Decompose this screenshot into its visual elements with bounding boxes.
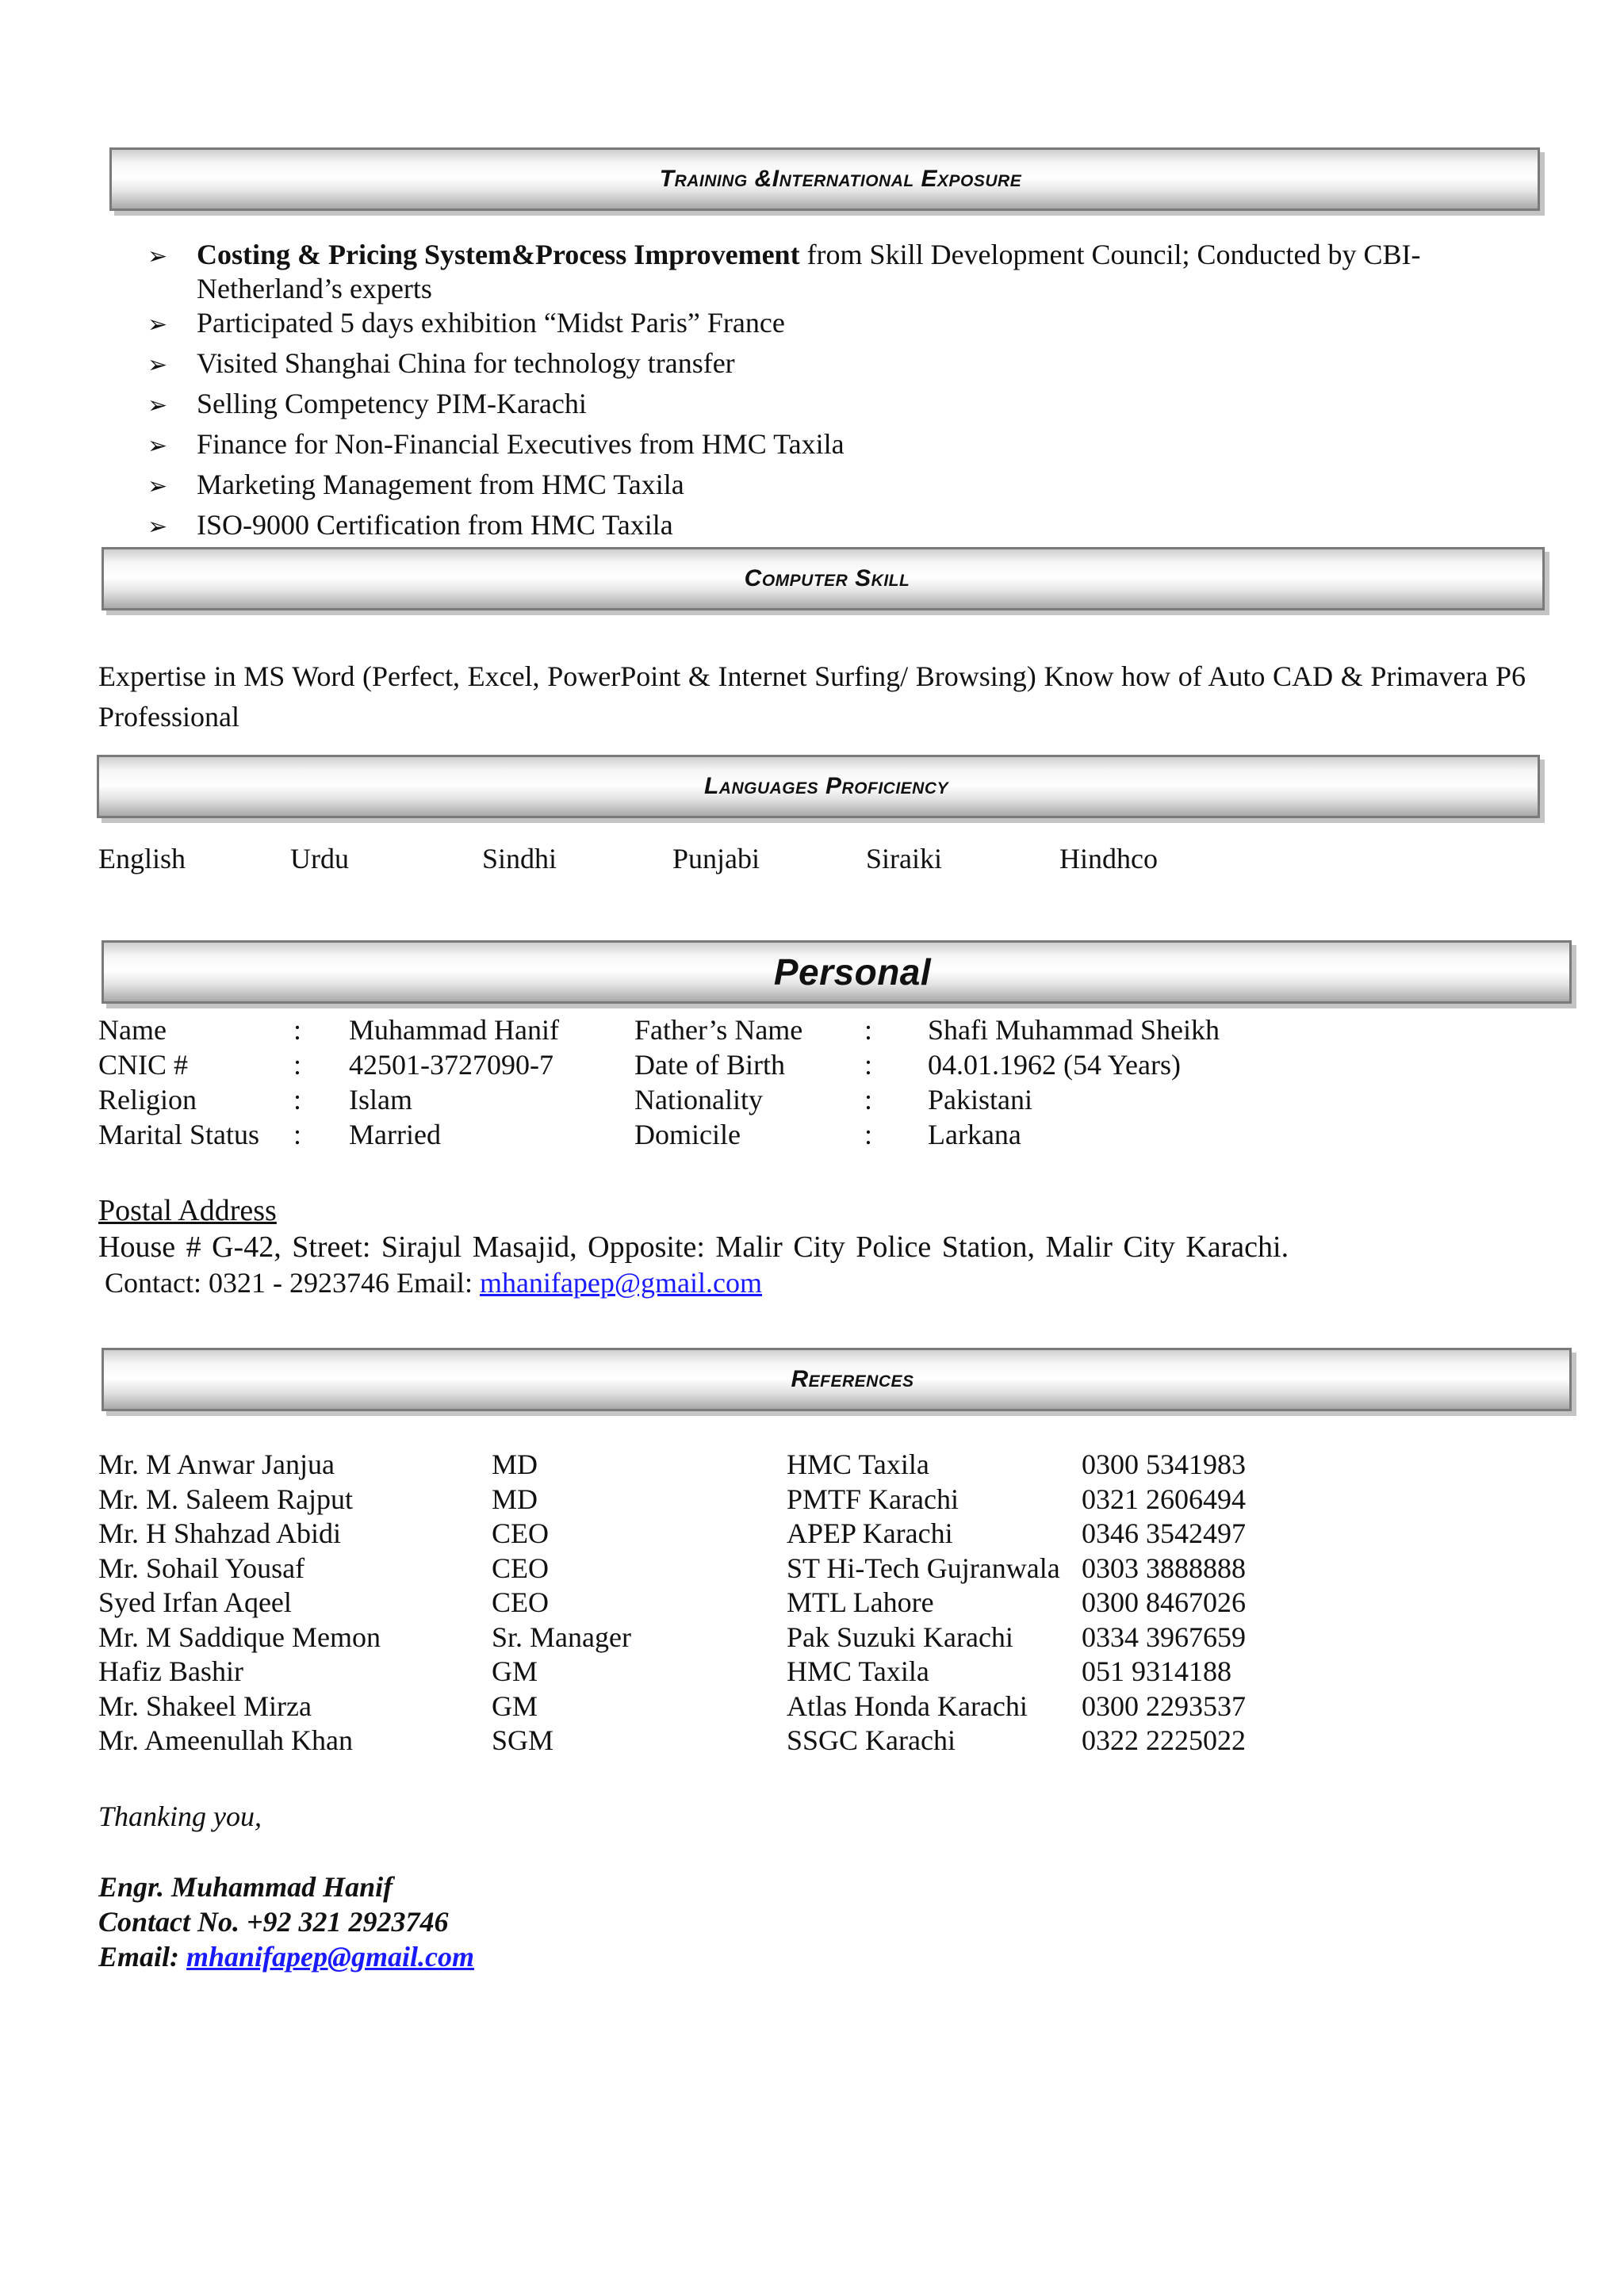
computer-skill-section-header [102,547,1545,610]
reference-company: SSGC Karachi [787,1724,956,1756]
reference-name: Syed Irfan Aqeel [98,1586,292,1618]
reference-company: HMC Taxila [787,1655,929,1687]
training-item-text: Finance for Non-Financial Executives from HMC Taxila [197,428,845,460]
personal-c1: : [293,1049,302,1081]
postal-address-label: Postal Address [98,1194,277,1227]
training-list [147,238,1543,542]
personal-l1: CNIC # [98,1049,189,1081]
language-item: Urdu [290,843,349,874]
personal-c1: : [293,1119,302,1150]
training-item [147,387,1543,421]
arrow-bullet-icon: ➢ [147,351,168,379]
reference-title: MD [492,1483,538,1515]
section-title: Personal [773,951,932,993]
reference-company: PMTF Karachi [787,1483,959,1515]
personal-l2: Father’s Name [634,1014,803,1046]
personal-c2: : [864,1119,873,1150]
training-item-text: Selling Competency PIM-Karachi [197,388,587,419]
reference-phone: 0322 2225022 [1082,1724,1246,1756]
reference-company: MTL Lahore [787,1586,934,1618]
training-item-text: Marketing Management from HMC Taxila [197,469,684,500]
reference-name: Mr. H Shahzad Abidi [98,1517,341,1549]
signature-email-label: Email: [98,1941,187,1973]
section-title: References [791,1366,914,1392]
personal-v2: Shafi Muhammad Sheikh [928,1014,1220,1046]
arrow-bullet-icon: ➢ [147,513,168,541]
training-item-text: ISO-9000 Certification from HMC Taxila [197,509,673,541]
contact-text: Contact: 0321 - 2923746 Email: [105,1267,480,1299]
personal-l2: Date of Birth [634,1049,785,1081]
arrow-bullet-icon: ➢ [147,432,168,460]
reference-title: CEO [492,1586,549,1618]
reference-title: GM [492,1689,538,1722]
personal-v2: Larkana [928,1119,1021,1150]
signature-email-line [98,1939,474,1974]
personal-v1: 42501-3727090-7 [349,1049,553,1081]
training-item [147,427,1543,461]
section-title: Training &International Exposure [659,166,1022,192]
reference-company: HMC Taxila [787,1448,929,1480]
personal-l1: Religion [98,1084,197,1115]
signature-contact: Contact No. +92 321 2923746 [98,1906,449,1938]
language-item: Siraiki [866,843,942,874]
arrow-bullet-icon: ➢ [147,243,168,270]
email-link[interactable]: mhanifapep@gmail.com [479,1267,762,1299]
closing-thanks: Thanking you, [98,1800,262,1832]
personal-l1: Marital Status [98,1119,259,1150]
reference-phone: 051 9314188 [1082,1655,1231,1687]
languages-section-header [97,755,1540,818]
training-item [147,238,1543,306]
reference-company: Pak Suzuki Karachi [787,1621,1013,1653]
language-item: English [98,843,186,874]
reference-title: GM [492,1655,538,1687]
training-item-text: from Skill Development Council; Conducted by CBI-Netherland’s experts [197,239,1421,304]
reference-phone: 0300 8467026 [1082,1586,1246,1618]
reference-company: APEP Karachi [787,1517,953,1549]
personal-l2: Domicile [634,1119,741,1150]
reference-phone: 0303 3888888 [1082,1552,1246,1584]
arrow-bullet-icon: ➢ [147,473,168,500]
reference-title: SGM [492,1724,554,1756]
references-section-header [102,1348,1572,1411]
personal-c1: : [293,1014,302,1046]
reference-phone: 0300 5341983 [1082,1448,1246,1480]
signature-name: Engr. Muhammad Hanif [98,1871,393,1903]
personal-c2: : [864,1049,873,1081]
language-item: Sindhi [482,843,557,874]
section-title: Computer Skill [744,565,910,591]
personal-v1: Married [349,1119,441,1150]
section-title: Languages Proficiency [703,773,949,799]
reference-title: Sr. Manager [492,1621,631,1653]
training-section-header [109,147,1540,211]
contact-line [105,1266,762,1300]
reference-name: Mr. M Saddique Memon [98,1621,381,1653]
personal-v2: 04.01.1962 (54 Years) [928,1049,1181,1081]
reference-title: CEO [492,1517,549,1549]
personal-c1: : [293,1084,302,1115]
training-item-text: Visited Shanghai China for technology transfer [197,347,735,379]
training-item [147,306,1543,340]
reference-name: Mr. Ameenullah Khan [98,1724,353,1756]
personal-c2: : [864,1014,873,1046]
training-item-text: Participated 5 days exhibition “Midst Paris” France [197,307,785,339]
reference-name: Mr. Sohail Yousaf [98,1552,305,1584]
training-item [147,346,1543,381]
language-item: Hindhco [1059,843,1158,874]
reference-company: ST Hi-Tech Gujranwala [787,1552,1060,1584]
reference-phone: 0334 3967659 [1082,1621,1246,1653]
reference-name: Mr. M. Saleem Rajput [98,1483,353,1515]
reference-company: Atlas Honda Karachi [787,1689,1028,1722]
postal-address: House # G-42, Street: Sirajul Masajid, Opposite: Malir City Police Station, Malir City Karachi. [98,1230,1289,1264]
arrow-bullet-icon: ➢ [147,311,168,339]
arrow-bullet-icon: ➢ [147,392,168,419]
training-item [147,468,1543,502]
personal-c2: : [864,1084,873,1115]
signature-email-link[interactable]: mhanifapep@gmail.com [186,1941,474,1973]
reference-name: Hafiz Bashir [98,1655,243,1687]
reference-phone: 0346 3542497 [1082,1517,1246,1549]
reference-name: Mr. Shakeel Mirza [98,1689,312,1722]
personal-l2: Nationality [634,1084,763,1115]
personal-section-header [102,940,1572,1004]
personal-v1: Muhammad Hanif [349,1014,559,1046]
language-item: Punjabi [672,843,760,874]
training-item-highlight: Costing & Pricing System&Process Improvement [197,239,800,270]
training-item [147,508,1543,542]
reference-title: CEO [492,1552,549,1584]
personal-v2: Pakistani [928,1084,1032,1115]
reference-name: Mr. M Anwar Janjua [98,1448,335,1480]
computer-skill-text: Expertise in MS Word (Perfect, Excel, PowerPoint & Internet Surfing/ Browsing) Know how of Auto CAD & Primavera P6 Professional [98,660,1526,733]
reference-phone: 0321 2606494 [1082,1483,1246,1515]
reference-title: MD [492,1448,538,1480]
personal-l1: Name [98,1014,167,1046]
reference-phone: 0300 2293537 [1082,1689,1246,1722]
personal-v1: Islam [349,1084,412,1115]
